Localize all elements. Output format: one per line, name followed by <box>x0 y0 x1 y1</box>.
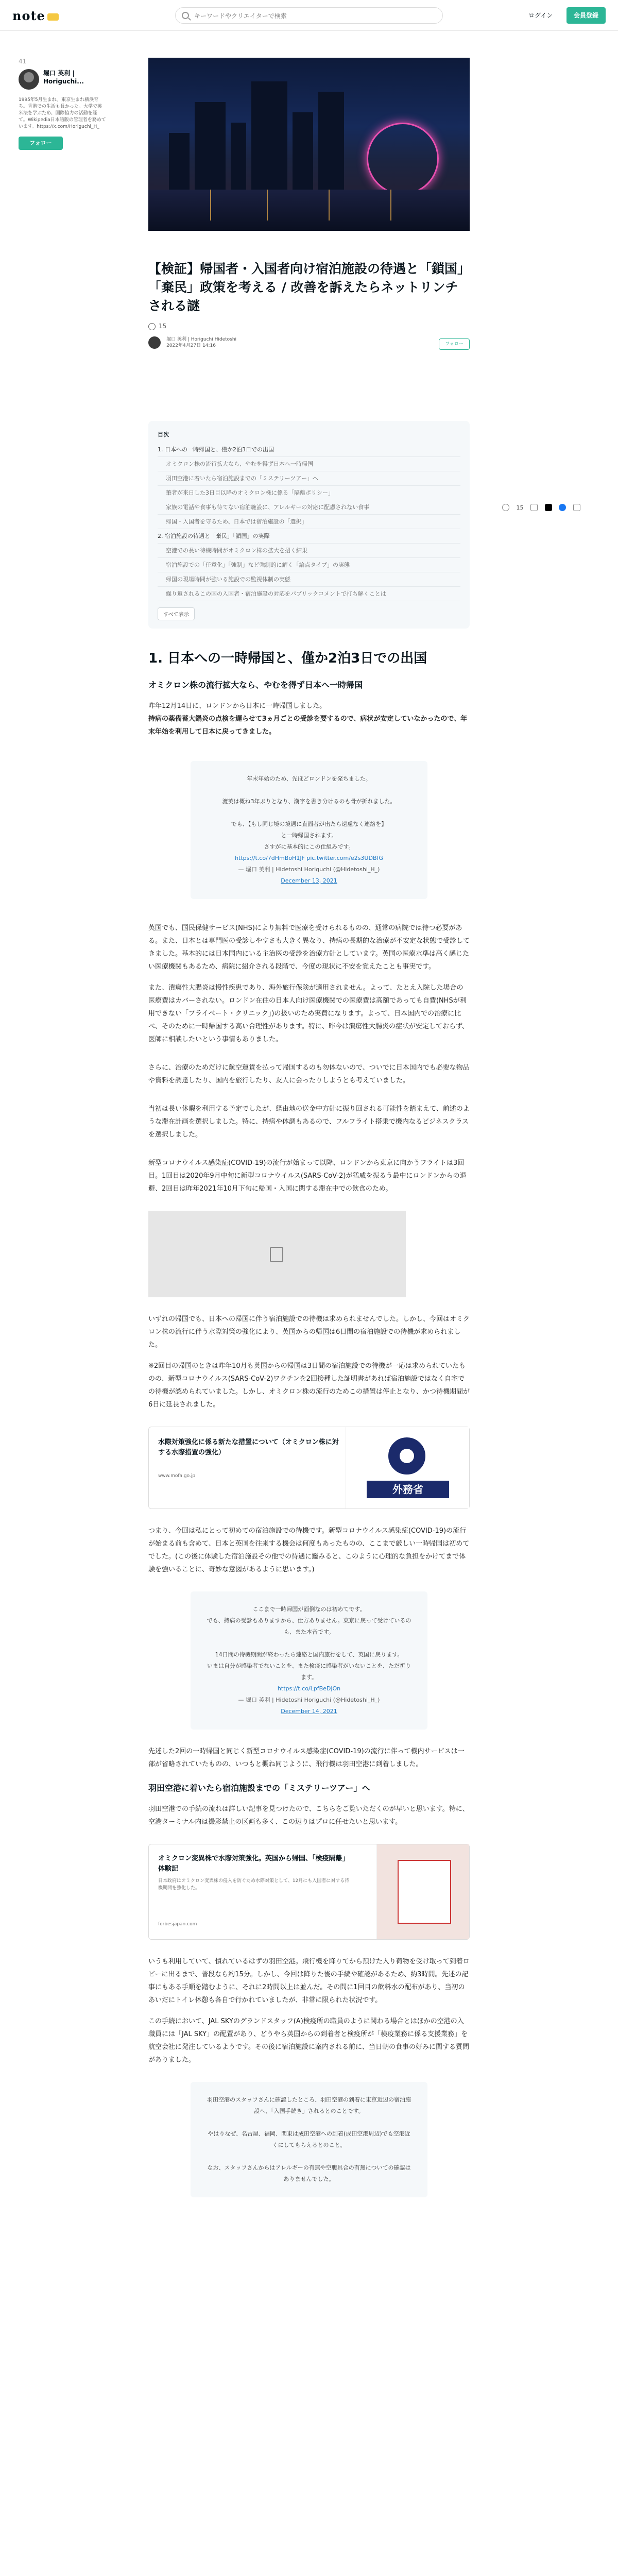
section-1-subtitle-1: オミクロン株の流行拡大なら、やむを得ず日本へ一時帰国 <box>148 680 363 690</box>
paragraph: いうも利用していて、慣れているはずの羽田空港。飛行機を降りてから預けた入り荷物を受け取って到着ロビーに出るまで、普段なら約15分。しかし、今回は降りた後の手続や確認があるため、約3時間。先述の記事にもある手順を踏むように、それに2時間以上は並んだ。その間に1回目の飲料水の配布があり、当初のあいだにトイレ休憩も各自で行かれていましたが、非常に限られた状況です。 <box>148 1957 470 2004</box>
image-file-icon <box>270 1247 283 1262</box>
ferris-wheel <box>367 123 439 195</box>
logo-mark-icon <box>47 13 59 21</box>
x-share-icon[interactable] <box>545 504 552 511</box>
paragraph: 英国でも、国民保健サービス(NHS)により無料で医療を受けられるものの、通常の病院では待つ必要がある。また、日本とは専門医の受診しやすさも大きく異なり、持病の長期的な治療が不安定な状態で受診してきました。基本的には日本国内にいる主治医の受診を治療方針としています。英国の医療水準は高く感じたい医療機関もあるため、病院に紹介される段階で、今度の現状に不安を覚えたことも事実です。 <box>148 924 470 971</box>
tweet-date-link[interactable]: December 13, 2021 <box>281 877 337 884</box>
likes-count: 15 <box>159 323 167 330</box>
share-like-count: 15 <box>516 504 524 511</box>
sidebar-count: 41 <box>19 58 27 65</box>
toc-item[interactable]: 家族の電話や食事も待てない宿泊施設に、アレルギーの対応に配慮されない食事 <box>158 500 460 515</box>
link-card-url: forbesjapan.com <box>158 1921 197 1927</box>
note-logo[interactable] <box>12 8 59 23</box>
more-share-icon[interactable] <box>573 504 580 511</box>
paragraph: この手続において、JAL SKYのグランドスタッフ(A)検疫所の職員のように関わる場合とはほかの空港の入職員には「JAL SKY」の配置があり、どうやら英国からの到着者と検疫所が「検疫業務に係る支援業務」を航空会社に発注しているようです。その後に宿泊施設に案内される前に、当日朝の食事の好みに関する質問がありました。 <box>148 2017 469 2064</box>
facebook-share-icon[interactable] <box>559 504 566 511</box>
toc-heading: 目次 <box>158 431 169 438</box>
paragraph: さらに、治療のためだけに航空運賃を払って帰国するのも勿体ないので、ついでに日本国内でも必要な物品や資料を調達したり、国内を旅行したり、友人に会ったりしようとも考えていました。 <box>148 1063 470 1084</box>
sidebar-author-bio: 1995年5月生まれ。東京生まれ横浜育ち。香港での生活も長かった。大学で英米法を学ぶため、国際協力の活動を経て。Wikipedia日本語版の管理者を務めています。https://x.com/Horiguchi_H_ <box>19 97 106 129</box>
article-main <box>148 58 470 2197</box>
paragraph: 昨年12月14日に、ロンドンから日本に一時帰国しました。 持病の薬備蓄大鍋炎の点検を遅らせて3ヵ月ごとの受診を要するので、病状が安定していなかったので、年末年始を利用して日本に戻ってきました。 <box>148 702 468 736</box>
toc-show-all-button[interactable]: すべて表示 <box>158 607 195 620</box>
toc-item[interactable]: 羽田空港に着いたら宿泊施設までの「ミステリーツアー」へ <box>158 471 460 486</box>
toc-item[interactable]: 帰国・入国者を守るため、日本では宿泊施設の「選択」 <box>158 515 460 529</box>
sidebar-author-card <box>19 58 106 150</box>
paragraph: 新型コロナウイルス感染症(COVID-19)の流行が始まって以降、ロンドンから東京に向かうフライトは3回目。1回目は2020年9月中旬に新型コロナウイルス(SARS-CoV-2)が猛威を振るう最中にロンドンからの退避、2回目は昨年2021年10月下旬に帰国・入国に関する滞在中での飲食のため。 <box>148 1159 467 1193</box>
mofa-label: 外務省 <box>367 1481 449 1498</box>
publish-date: 2022年4月27日 14:16 <box>166 343 216 348</box>
comment-icon[interactable] <box>530 504 538 511</box>
signup-button[interactable]: 会員登録 <box>566 7 606 24</box>
toc-item[interactable]: 空港での長い待機時間がオミクロン株の拡大を招く結果 <box>158 544 460 558</box>
sidebar-author-name[interactable]: 堀口 英利 | Horiguchi... <box>43 70 84 85</box>
paragraph: ※2回目の帰国のときは昨年10月も英国からの帰国は3日間の宿泊施設での待機が一応は求められていたものの、新型コロナウイルス(SARS-CoV-2)ワクチンを2回接種した証明書があれば宿泊施設ではなく自宅での待機が認められていました。しかし、オミクロン株の流行のためこの措置は停止となり、かつ待機期間が6日に延長されました。 <box>148 1362 470 1409</box>
article-title: 【検証】帰国者・入国者向け宿泊施設の待遇と「鎖国」「棄民」政策を考える / 改善を訴えたらネットリンチされる謎 <box>148 261 464 313</box>
link-card-thumbnail <box>346 1427 469 1509</box>
heart-icon[interactable] <box>148 323 156 330</box>
link-card-mofa[interactable] <box>148 1427 470 1509</box>
link-card-url: www.mofa.go.jp <box>158 1473 196 1479</box>
author-meta <box>166 336 236 349</box>
search-input[interactable] <box>194 11 436 21</box>
paragraph: つまり、今回は私にとって初めての宿泊施設での待機です。新型コロナウイルス感染症(COVID-19)の流行が始まる前も含めて、日本と英国を往来する機会は何度もあったものの、ここまで厳しい一時帰国は初めてでした。(この後に体験した宿泊施設その他での待遇に鑑みると、このように心理的な負担をかけてまで体験を強いることに、奇妙な意図があるように思います。) <box>148 1527 470 1573</box>
author-name[interactable]: 堀口 英利 | Horiguchi Hidetoshi <box>166 336 237 342</box>
author-avatar[interactable] <box>19 69 39 90</box>
login-button[interactable]: ログイン <box>521 8 560 23</box>
logo-text: note <box>12 8 45 23</box>
link-card-description: 日本政府はオミクロン変異株の侵入を防ぐため水際対策として、12月にも入国者に対する待機期間を強化した。 <box>158 1878 350 1891</box>
follow-button-small[interactable]: フォロー <box>439 338 470 350</box>
paragraph: いずれの帰国でも、日本への帰国に伴う宿泊施設での待機は求められませんでした。しかし、今回はオミクロン株の流行に伴う水際対策の強化により、英国からの帰国は6日間の宿泊施設での待機が求められました。 <box>148 1315 470 1349</box>
embedded-tweet-2[interactable]: ここまで一時帰国が面倒なのは初めてです。 でも、持病の受診もありますから、仕方ありません。東京に戻って受けているのも、また本音です。 14日間の待機期間が終わったら連絡と国内旅行をして、英国に戻ります。 いまは自分が感染者でないことを、また検疫に感染者がいないことを、ただ祈ります。 https://t.co/LpfBeDjOn — 堀口 英利 | Hidetoshi Horiguchi (@Hidetoshi_H_) December 14, 2021 <box>191 1591 427 1730</box>
like-icon[interactable] <box>502 504 509 511</box>
broken-image-placeholder <box>148 1211 406 1297</box>
search-box[interactable] <box>175 7 443 24</box>
author-row <box>148 336 470 353</box>
toc-item[interactable]: 宿泊施設での「任意化」「強制」など強制的に解く「論点タイプ」の実態 <box>158 558 460 572</box>
tweet-link[interactable]: https://t.co/LpfBeDjOn <box>277 1685 341 1692</box>
top-header <box>0 0 618 31</box>
sidebar-follow-button[interactable]: フォロー <box>19 137 63 150</box>
toc-item[interactable]: 帰国の現場時間が強いる施設での監視体制の実態 <box>158 572 460 587</box>
toc-item[interactable]: 1. 日本への一時帰国と、僅か2泊3日での出国 <box>158 443 460 457</box>
paragraph: 羽田空港での手続の流れは詳しい記事を見つけたので、こちらをご覧いただくのが早いと思います。特に、空港ターミナル内は撮影禁止の区画も多く、この辺りはプロに任せたいと思います。 <box>148 1805 469 1826</box>
author-avatar-small[interactable] <box>148 336 161 349</box>
share-bar <box>502 504 605 516</box>
embedded-tweet-3[interactable]: 羽田空港のスタッフさんに確認したところ、羽田空港の到着に東京近辺の宿泊施設へ、「入国手続き」されるとのことです。 やはりなぜ、名古屋、福岡、関東は成田空港への到着(成田空港周辺)でも空港近くにしてもらえるとのこと。 なお、スタッフさんからはアレルギーの有無や空腹具合の有無についての確認はありませんでした。 <box>191 2082 427 2197</box>
paragraph: 先述した2回の一時帰国と同じく新型コロナウイルス感染症(COVID-19)の流行に伴って機内サービスは一部が省略されていたものの、いつもと概ね同じように、飛行機は羽田空港に到着しました。 <box>148 1747 465 1768</box>
tweet-link[interactable]: https://t.co/7dHmBoH1JF pic.twitter.com/e2s3UDBfG <box>235 854 383 861</box>
tweet-date-link[interactable]: December 14, 2021 <box>281 1707 337 1715</box>
link-card-forbes[interactable] <box>148 1844 470 1940</box>
embedded-tweet-1[interactable]: 年末年始のため、先ほどロンドンを発ちました。 渡英は概ね3年ぶりとなり、漢字を書き分けるのも骨が折れました。 でも、【もし同じ境の境遇に直面者が出たら遠慮なく連絡を】 と一時帰国されます。 さすがに基本的にこの仕組みです。 https://t.co/7dHmBoH1JF pic.twitter.com/e2s3UDBfG — 堀口 英利 | Hidetoshi Horiguchi (@Hidetoshi_H_) December 13, 2021 <box>191 761 427 899</box>
paragraph: 当初は長い休暇を利用する予定でしたが、経由地の送金中方針に振り回される可能性を踏まえて、前述のような滞在計画を選択しました。特に、持病や体調もあるので、フルフライト搭乗で機内なるビジネスクラスを選択しました。 <box>148 1105 470 1139</box>
hero-image-night-cityscape <box>148 58 470 231</box>
search-icon <box>182 12 189 19</box>
section-1-title: 1. 日本への一時帰国と、僅か2泊3日での出国 <box>148 650 427 666</box>
article-likes <box>148 323 470 330</box>
paragraph: また、潰瘍性大腸炎は慢性疾患であり、海外旅行保険が適用されません。よって、たとえ入院した場合の医療費はカバーされない。ロンドン在住の日本人向け医療機関での医療費は高額であっても自費(NHSが利用できない「プライベート・クリニック」)の扱いのため実費になります。よって、日本国内での治療に比べ、そのために一時帰国する高い合理性があります。特に、昨今は潰瘍性大腸炎の症状が安定しておらず、医師に相談したいという事情もありました。 <box>148 984 469 1043</box>
toc-item[interactable]: オミクロン株の流行拡大なら、やむを得ず日本へ一時帰国 <box>158 457 460 471</box>
mofa-seal-icon <box>388 1437 425 1475</box>
link-card-thumbnail <box>376 1844 469 1939</box>
table-of-contents <box>148 421 470 629</box>
link-card-title: オミクロン変異株で水際対策強化。英国から帰国、「検疫隔離」体験記 <box>158 1854 349 1873</box>
link-card-title: 水際対策強化に係る新たな措置について（オミクロン株に対する水際措置の強化） <box>158 1438 339 1456</box>
toc-item[interactable]: 繰り返されるこの国の入国者・宿泊施設の対応をパブリックコメントで打ち解くことは <box>158 587 460 601</box>
section-1-subtitle-2: 羽田空港に着いたら宿泊施設までの「ミステリーツアー」へ <box>148 1783 370 1793</box>
toc-item[interactable]: 2. 宿泊施設の待遇と「棄民」「鎖国」の実際 <box>158 529 460 544</box>
toc-item[interactable]: 筆者が来日した3日目以降のオミクロン株に係る「隔離ポリシー」 <box>158 486 460 500</box>
